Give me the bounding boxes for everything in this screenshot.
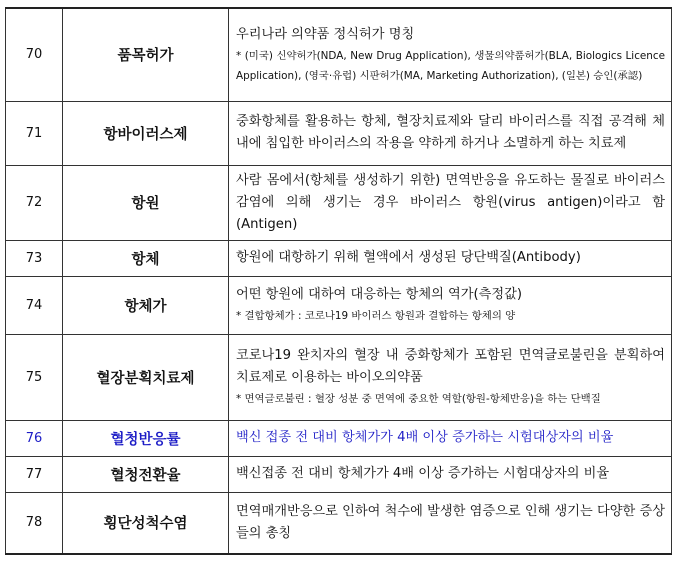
row-number: 75 [6,334,63,420]
table-row [6,165,672,240]
definition-note: * 결합항체가 : 코로나19 바이러스 항원과 결합하는 항체의 양 [236,310,516,322]
term: 품목허가 [63,8,229,101]
definition-cell [229,101,672,165]
definition: 우리나라 의약품 정식허가 명칭 [236,26,415,42]
row-number: 71 [6,101,63,165]
table-row [6,420,672,456]
term: 항바이러스제 [63,101,229,165]
definition: 어떤 항원에 대하여 대응하는 항체의 역가(측정값) [236,287,523,302]
row-number: 76 [6,420,63,456]
definition-cell [229,420,672,456]
definition-cell [229,165,672,240]
definition: 백신접종 전 대비 항체가가 4배 이상 증가하는 시험대상자의 비율 [236,466,610,481]
definition-note: * 면역글로불린 : 혈장 성분 중 면역에 중요한 역할(항원-항체반응)을 하는 단백질 [236,393,601,405]
definition-cell [229,492,672,554]
row-number: 78 [6,492,63,554]
term: 횡단성척수염 [63,492,229,554]
definition: 백신 접종 전 대비 항체가가 4배 이상 증가하는 시험대상자의 비율 [236,430,614,445]
table-row [6,456,672,492]
row-number: 73 [6,240,63,276]
row-number: 77 [6,456,63,492]
table-row [6,8,672,101]
definition: 면역매개반응으로 인하여 척수에 발생한 염증으로 인해 생기는 다양한 증상들의 총칭 [236,503,665,541]
term: 항원 [63,165,229,240]
table-row [6,492,672,554]
glossary-table [5,7,672,555]
definition-cell [229,276,672,334]
definition: 항원에 대항하기 위해 혈액에서 생성된 당단백질(Antibody) [236,250,581,265]
definition: 사람 몸에서(항체를 생성하기 위한) 면역반응을 유도하는 물질로 바이러스 감염에 의해 생기는 경우 바이러스 항원(virus antigen)이라고 함(Antigen) [236,172,665,232]
definition-cell [229,8,672,101]
definition: 코로나19 완치자의 혈장 내 중화항체가 포함된 면역글로불린을 분획하여 치료제로 이용하는 바이오의약품 [236,348,665,385]
table-row [6,276,672,334]
definition-cell [229,334,672,420]
term: 항체 [63,240,229,276]
term: 항체가 [63,276,229,334]
table-row [6,101,672,165]
row-number: 72 [6,165,63,240]
term: 혈청전환율 [63,456,229,492]
definition-note: * (미국) 신약허가(NDA, New Drug Application), 생물의약품허가(BLA, Biologics Licence Application), (영국·유럽) 시판허가(MA, Marketing Authorization), (일본) 승인(承認) [236,49,665,82]
table-row [6,334,672,420]
term: 혈청반응률 [63,420,229,456]
definition-cell [229,456,672,492]
definition-cell [229,240,672,276]
row-number: 74 [6,276,63,334]
row-number: 70 [6,8,63,101]
definition: 중화항체를 활용하는 항체, 혈장치료제와 달리 바이러스를 직접 공격해 체내에 침입한 바이러스의 작용을 약하게 하거나 소멸하게 하는 치료제 [236,114,665,151]
term: 혈장분획치료제 [63,334,229,420]
table-row [6,240,672,276]
